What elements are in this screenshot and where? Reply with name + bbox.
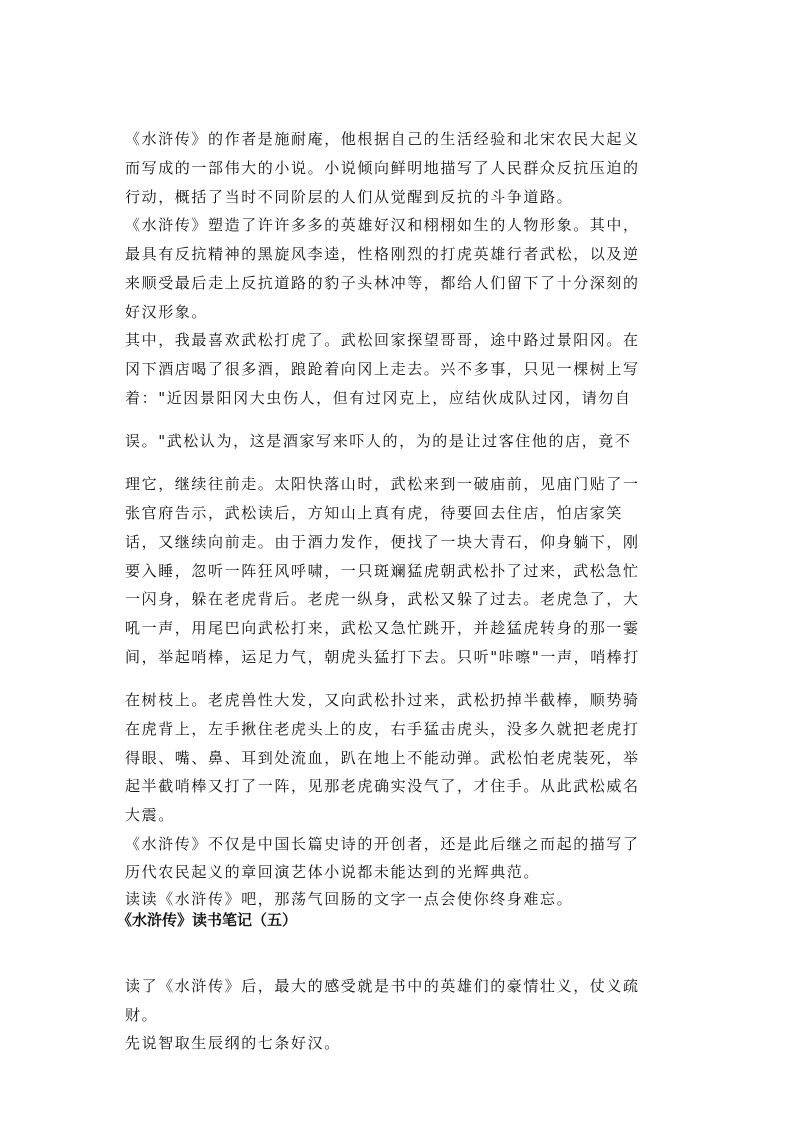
- paragraph-line: 间，举起哨棒，运足力气，朝虎头猛打下去。只听"咔嚓"一声，哨棒打: [125, 648, 641, 666]
- paragraph-line: 张官府告示，武松读后，方知山上真有虎，待要回去住店，怕店家笑: [125, 504, 624, 522]
- paragraph-line: 着："近因景阳冈大虫伤人，但有过冈克上，应结伙成队过冈，请勿自: [125, 389, 632, 407]
- paragraph-line: 《水浒传》的作者是施耐庵，他根据自己的生活经验和北宋农民大起义: [125, 130, 640, 148]
- paragraph-line: 读读《水浒传》吧，那荡气回肠的文字一点会使你终身难忘。: [125, 890, 574, 908]
- paragraph-line: 《水浒传》塑造了许许多多的英雄好汉和栩栩如生的人物形象。其中，: [125, 216, 640, 234]
- paragraph-line: 理它，继续往前走。太阳快落山时，武松来到一破庙前，见庙门贴了一: [125, 475, 640, 493]
- paragraph-line: 行动，概括了当时不同阶层的人们从觉醒到反抗的斗争道路。: [125, 188, 574, 206]
- paragraph-line: 而写成的一部伟大的小说。小说倾向鲜明地描写了人民群众反抗压迫的: [125, 159, 640, 177]
- paragraph-line: 来顺受最后走上反抗道路的豹子头林冲等，都给人们留下了十分深刻的: [125, 274, 640, 292]
- paragraph-line: 《水浒传》不仅是中国长篇史诗的开创者，还是此后继之而起的描写了: [125, 835, 640, 853]
- paragraph-line: 一闪身，躲在老虎背后。老虎一纵身，武松又躲了过去。老虎急了，大: [125, 590, 640, 608]
- paragraph-line: 话，又继续向前走。由于酒力发作，便找了一块大青石，仰身躺下，刚: [125, 533, 640, 551]
- paragraph-line: 冈下酒店喝了很多酒，踉跄着向冈上走去。兴不多事，只见一棵树上写: [125, 360, 640, 378]
- paragraph-line: 在虎背上，左手揪住老虎头上的皮，右手猛击虎头，没多久就把老虎打: [125, 720, 640, 738]
- section-heading: 《水浒传》读书笔记（五）: [117, 911, 298, 929]
- paragraph-line: 要入睡，忽听一阵狂风呼啸，一只斑斓猛虎朝武松扑了过来，武松急忙: [125, 562, 640, 580]
- paragraph-line: 吼一声，用尾巴向武松打来，武松又急忙跳开，并趁猛虎转身的那一霎: [125, 619, 640, 637]
- paragraph-line: 大震。: [125, 806, 175, 824]
- paragraph-line: 历代农民起义的章回演艺体小说都未能达到的光辉典范。: [125, 863, 541, 881]
- paragraph-line: 其中，我最喜欢武松打虎了。武松回家探望哥哥，途中路过景阳冈。在: [125, 331, 640, 349]
- paragraph-line: 先说智取生辰纲的七条好汉。: [125, 1034, 341, 1052]
- paragraph-line: 好汉形象。: [125, 303, 209, 321]
- paragraph-line: 读了《水浒传》后，最大的感受就是书中的英雄们的豪情壮义，仗义疏: [125, 977, 640, 995]
- paragraph-line: 起半截哨棒又打了一阵，见那老虎确实没气了，才住手。从此武松威名: [125, 777, 640, 795]
- paragraph-line: 误。"武松认为，这是酒家写来吓人的，为的是让过客住他的店，竟不: [125, 432, 632, 450]
- paragraph-line: 财。: [125, 1006, 159, 1024]
- paragraph-line: 得眼、嘴、鼻、耳到处流血，趴在地上不能动弹。武松怕老虎装死，举: [125, 749, 640, 767]
- paragraph-line: 在树枝上。老虎兽性大发，又向武松扑过来，武松扔掉半截棒，顺势骑: [125, 691, 640, 709]
- paragraph-line: 最具有反抗精神的黑旋风李逵，性格刚烈的打虎英雄行者武松，以及逆: [125, 245, 640, 263]
